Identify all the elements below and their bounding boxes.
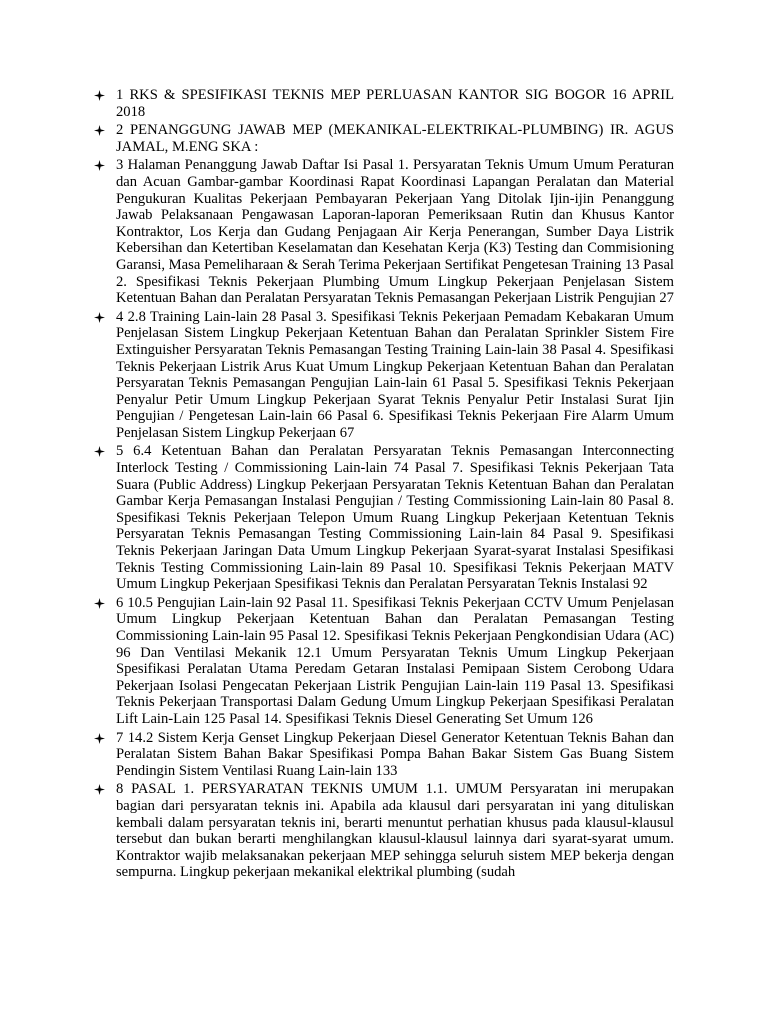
- list-item: [94, 87, 674, 120]
- list-item: [94, 309, 674, 442]
- diamond-bullet-icon: [94, 784, 105, 795]
- list-item-text: 3 Halaman Penanggung Jawab Daftar Isi Pasal 1. Persyaratan Teknis Umum Umum Peraturan dan Acuan Gambar-gambar Koordinasi Rapat Koordinasi Lapangan Peralatan dan Material Pengukuran Kualitas Pekerjaan Pembayaran Pekerjaan Yang Ditolak Ijin-ijin Penanggung Jawab Pelaksanaan Pengawasan Laporan-laporan Pemeriksaan Rutin dan Khusus Kantor Kontraktor, Los Kerja dan Gudang Penjagaan Air Kerja Penerangan, Sumber Daya Listrik Kebersihan dan Ketertiban Keselamatan dan Kesehatan Kerja (K3) Testing dan Commisioning Garansi, Masa Pemeliharaan & Serah Terima Pekerjaan Sertifikat Pengetesan Training 13 Pasal 2. Spesifikasi Teknis Pekerjaan Plumbing Umum Lingkup Pekerjaan Penjelasan Sistem Ketentuan Bahan dan Peralatan Persyaratan Teknis Pemasangan Pekerjaan Listrik Pengujian 27: [116, 157, 674, 307]
- diamond-bullet-icon: [94, 446, 105, 457]
- list-item: [94, 157, 674, 306]
- toc-bullet-list: [94, 87, 674, 883]
- list-item: [94, 595, 674, 728]
- diamond-bullet-icon: [94, 733, 105, 744]
- list-item: [94, 781, 674, 881]
- list-item-text: 8 PASAL 1. PERSYARATAN TEKNIS UMUM 1.1. UMUM Persyaratan ini merupakan bagian dari persyaratan teknis ini. Apabila ada klausul dari persyaratan ini yang dituliskan kembali dalam persyaratan teknis ini, berarti menuntut perhatian khusus pada klausul-klausul tersebut dan bukan berarti menghilangkan klausul-klausul lainnya dari syarat-syarat umum. Kontraktor wajib melaksanakan pekerjaan MEP sehingga seluruh sistem MEP bekerja dengan sempurna. Lingkup pekerjaan mekanikal elektrikal plumbing (sudah: [116, 781, 674, 881]
- list-item: [94, 730, 674, 780]
- diamond-bullet-icon: [94, 160, 105, 171]
- diamond-bullet-icon: [94, 312, 105, 323]
- list-item-text: 4 2.8 Training Lain-lain 28 Pasal 3. Spesifikasi Teknis Pekerjaan Pemadam Kebakaran Umum Penjelasan Sistem Lingkup Pekerjaan Ketentuan Bahan dan Peralatan Sprinkler Sistem Fire Extinguisher Persyaratan Teknis Pemasangan Testing Training Lain-lain 38 Pasal 4. Spesifikasi Teknis Pekerjaan Listrik Arus Kuat Umum Lingkup Pekerjaan Ketentuan Bahan dan Peralatan Persyaratan Teknis Pemasangan Pengujian Lain-lain 61 Pasal 5. Spesifikasi Teknis Pekerjaan Penyalur Petir Umum Lingkup Pekerjaan Syarat Teknis Penyalur Petir Instalasi Surat Ijin Pengujian / Pengetesan Lain-lain 66 Pasal 6. Spesifikasi Teknis Pekerjaan Fire Alarm Umum Penjelasan Sistem Lingkup Pekerjaan 67: [116, 308, 674, 441]
- list-item-text: 7 14.2 Sistem Kerja Genset Lingkup Pekerjaan Diesel Generator Ketentuan Teknis Bahan dan Peralatan Sistem Bahan Bakar Spesifikasi Pompa Bahan Bakar Sistem Gas Buang Sistem Pendingin Sistem Ventilasi Ruang Lain-lain 133: [116, 729, 674, 779]
- list-item: [94, 122, 674, 155]
- list-item-text: 1 RKS & SPESIFIKASI TEKNIS MEP PERLUASAN KANTOR SIG BOGOR 16 APRIL 2018: [116, 87, 674, 120]
- list-item-text: 5 6.4 Ketentuan Bahan dan Peralatan Persyaratan Teknis Pemasangan Interconnecting Interlock Testing / Commissioning Lain-lain 74 Pasal 7. Spesifikasi Teknis Pekerjaan Tata Suara (Public Address) Lingkup Pekerjaan Persyaratan Teknis Ketentuan Bahan dan Peralatan Gambar Kerja Pemasangan Instalasi Pengujian / Testing Commissioning Lain-lain 80 Pasal 8. Spesifikasi Teknis Pekerjaan Telepon Umum Ruang Lingkup Pekerjaan Ketentuan Teknis Persyaratan Teknis Pemasangan Testing Commissioning Lain-lain 84 Pasal 9. Spesifikasi Teknis Pekerjaan Jaringan Data Umum Lingkup Pekerjaan Syarat-syarat Instalasi Spesifikasi Teknis Testing Commissioning Lain-lain 89 Pasal 10. Spesifikasi Teknis Pekerjaan MATV Umum Lingkup Pekerjaan Spesifikasi Teknis dan Peralatan Persyaratan Teknis Instalasi 92: [116, 443, 674, 593]
- diamond-bullet-icon: [94, 598, 105, 609]
- diamond-bullet-icon: [94, 125, 105, 136]
- list-item-text: 2 PENANGGUNG JAWAB MEP (MEKANIKAL-ELEKTRIKAL-PLUMBING) IR. AGUS JAMAL, M.ENG SKA :: [116, 122, 674, 155]
- diamond-bullet-icon: [94, 90, 105, 101]
- list-item: [94, 443, 674, 592]
- list-item-text: 6 10.5 Pengujian Lain-lain 92 Pasal 11. Spesifikasi Teknis Pekerjaan CCTV Umum Penjelasan Umum Lingkup Pekerjaan Ketentuan Bahan dan Peralatan Pemasangan Testing Commissioning Lain-lain 95 Pasal 12. Spesifikasi Teknis Pekerjaan Pengkondisian Udara (AC) 96 Dan Ventilasi Mekanik 12.1 Umum Persyaratan Teknis Umum Lingkup Pekerjaan Spesifikasi Peralatan Utama Peredam Getaran Instalasi Pemipaan Sistem Cerobong Udara Pekerjaan Isolasi Pengecatan Pekerjaan Listrik Pengujian Lain-lain 119 Pasal 13. Spesifikasi Teknis Pekerjaan Transportasi Dalam Gedung Umum Lingkup Pekerjaan Spesifikasi Peralatan Lift Lain-Lain 125 Pasal 14. Spesifikasi Teknis Diesel Generating Set Umum 126: [116, 594, 674, 727]
